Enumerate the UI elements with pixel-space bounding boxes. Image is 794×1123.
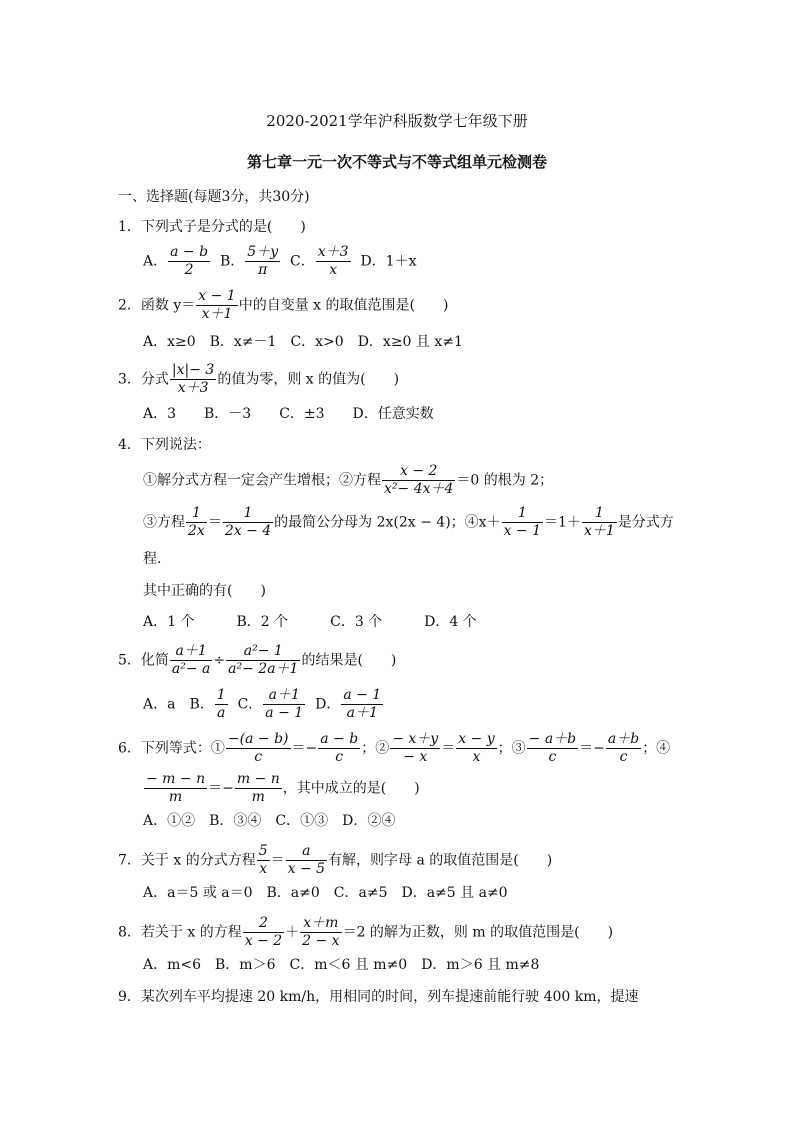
q8-suffix: ＝2 的解为正数，则 m 的取值范围是( ) — [342, 924, 614, 941]
q3-prefix: 3．分式 — [118, 371, 169, 388]
question-6-line-1 — [118, 731, 670, 766]
q1-option-c-fraction: $\frac{x+3}{x}$ — [317, 244, 349, 278]
q6-eq3-left: $\frac{- a+b}{c}$ — [528, 731, 577, 765]
question-9-stem: 9．某次列车平均提速 20 km/h，用相同的时间，列车提速前能行驶 400 km，提速 — [118, 989, 639, 1005]
q1-option-a-label: A． — [143, 253, 168, 270]
q6-sep-2: ；② — [361, 740, 390, 757]
q4-line1-fraction: $\frac{x - 2}{\text{x²− 4x＋4}}$ — [384, 463, 454, 497]
question-4-line-3: 程. — [143, 551, 162, 567]
q6-eq1-op: ＝− — [291, 740, 318, 757]
q5-fraction-1: $\frac{a+1}{\text{a²− a}}$ — [171, 643, 211, 677]
q4-line2-fraction-4: $\frac{1}{x+1}$ — [583, 505, 615, 539]
q8-fraction-1: $\frac{2}{x - 2}$ — [244, 915, 283, 949]
q6-sep-3: ；③ — [497, 740, 526, 757]
question-4-line-1 — [143, 463, 553, 498]
q3-fraction: $\frac{|x|- 3}{x+3}$ — [171, 362, 215, 396]
q4-line2-equals-2: ＝1＋ — [544, 514, 581, 531]
question-5-stem — [118, 643, 396, 678]
q7-equals: ＝ — [270, 852, 285, 869]
question-7-options: A．a＝5 或 a＝0 B．a≠0 C．a≠5 D．a≠5 且 a≠0 — [143, 885, 508, 901]
q5-option-b-fraction: $\frac{1}{a}$ — [216, 687, 226, 721]
q7-prefix: 7．关于 x 的分式方程 — [118, 852, 256, 869]
q6-prefix: 6．下列等式：① — [118, 740, 225, 757]
question-2-stem — [118, 288, 448, 323]
q5-option-d-fraction: $\frac{a - 1}{a+1}$ — [343, 687, 382, 721]
q7-fraction-2: $\frac{a}{x - 5}$ — [287, 843, 326, 877]
question-6-line-2 — [143, 771, 420, 806]
question-4-options: A．1 个 B．2 个 C．3 个 D．4 个 — [143, 614, 477, 630]
q6-eq1-right: $\frac{a - b}{c}$ — [320, 731, 359, 765]
q4-line2-fraction-1: $\frac{1}{2x}$ — [188, 505, 205, 539]
question-7-stem — [118, 843, 552, 878]
q8-plus: ＋ — [285, 924, 300, 941]
question-5-options — [143, 687, 384, 722]
q4-line1-text: ①解分式方程一定会产生增根；②方程 — [143, 472, 381, 489]
q1-option-a-fraction: $\frac{a - b}{2}$ — [170, 244, 209, 278]
q7-fraction-1: $\frac{5}{x}$ — [258, 843, 268, 877]
document-title: 2020-2021学年沪科版数学七年级下册 — [266, 112, 528, 130]
q6-eq4-right: $\frac{m - n}{m}$ — [236, 771, 280, 805]
q1-option-c-label: C． — [290, 253, 315, 270]
document-subtitle: 第七章一元一次不等式与不等式组单元检测卷 — [246, 153, 547, 171]
q5-option-c-label: C． — [237, 696, 263, 713]
question-2-options: A．x≥0 B．x≠－1 C．x>0 D．x≥0 且 x≠1 — [143, 334, 463, 350]
q6-eq3-right: $\frac{a+b}{c}$ — [607, 731, 640, 765]
question-8-stem — [118, 915, 613, 950]
q4-line2-text: ③方程 — [143, 514, 185, 531]
q5-option-d-label: D． — [315, 696, 341, 713]
q6-eq4-left: $\frac{- m - n}{m}$ — [146, 771, 206, 805]
q5-option-c-fraction: $\frac{a+1}{a - 1}$ — [265, 687, 304, 721]
question-1-options — [143, 244, 416, 279]
section-heading: 一、选择题(每题3分，共30分) — [118, 189, 310, 205]
q5-option-a: A．a B． — [143, 696, 214, 713]
q6-suffix: ，其中成立的是( ) — [282, 780, 420, 797]
question-3-options: A．3 B．－3 C．±3 D．任意实数 — [143, 406, 434, 422]
q7-suffix: 有解，则字母 a 的取值范围是( ) — [328, 852, 553, 869]
q8-prefix: 8．若关于 x 的方程 — [118, 924, 242, 941]
question-1-stem: 1．下列式子是分式的是( ) — [118, 219, 306, 235]
question-3-stem — [118, 362, 399, 397]
q1-option-d: D．1＋x — [360, 253, 417, 270]
q5-fraction-2: $\frac{\text{a²− 1}}{\text{a²− 2a＋1}}$ — [228, 643, 299, 677]
q5-prefix: 5．化简 — [118, 652, 169, 669]
question-6-options: A．①② B．③④ C．①③ D．②④ — [143, 813, 396, 829]
q4-line2-equals: ＝ — [207, 514, 222, 531]
q5-suffix: 的结果是( ) — [301, 652, 397, 669]
q4-line2-middle: 的最简公分母为 2x(2x − 4)；④x＋ — [274, 514, 501, 531]
q3-suffix: 的值为零，则 x 的值为( ) — [217, 371, 400, 388]
q8-fraction-2: $\frac{x+m}{2 - x}$ — [302, 915, 340, 949]
q4-line2-fraction-2: $\frac{1}{2x - 4}$ — [224, 505, 272, 539]
q1-option-b-label: B． — [219, 253, 245, 270]
q5-divide: ÷ — [213, 652, 226, 669]
q1-option-b-fraction: $\frac{5+y}{\pi}$ — [247, 244, 279, 278]
question-4-line-4: 其中正确的有( ) — [143, 583, 266, 599]
q6-sep-4: ；④ — [642, 740, 671, 757]
q6-eq2-op: ＝ — [441, 740, 456, 757]
q6-eq2-left: $\frac{- x+y}{- x}$ — [392, 731, 439, 765]
q4-line2-tail: 是分式方 — [617, 514, 674, 531]
question-8-options: A．m<6 B．m＞6 C．m＜6 且 m≠0 D．m＞6 且 m≠8 — [143, 957, 540, 973]
q2-prefix: 2．函数 y＝ — [118, 297, 196, 314]
q6-eq4-op: ＝− — [208, 780, 234, 797]
question-4-line-2 — [143, 505, 674, 540]
q4-line2-fraction-3: $\frac{1}{x - 1}$ — [503, 505, 542, 539]
q2-suffix: 中的自变量 x 的取值范围是( ) — [238, 297, 449, 314]
q6-eq1-left: $\frac{-(a - b)}{c}$ — [227, 731, 289, 765]
question-4-stem: 4．下列说法： — [118, 437, 211, 453]
q6-eq2-right: $\frac{x - y}{x}$ — [458, 731, 495, 765]
q2-fraction: $\frac{x - 1}{x+1}$ — [198, 288, 236, 322]
q4-line1-tail: ＝0 的根为 2； — [456, 472, 554, 489]
q6-eq3-op: ＝− — [579, 740, 605, 757]
